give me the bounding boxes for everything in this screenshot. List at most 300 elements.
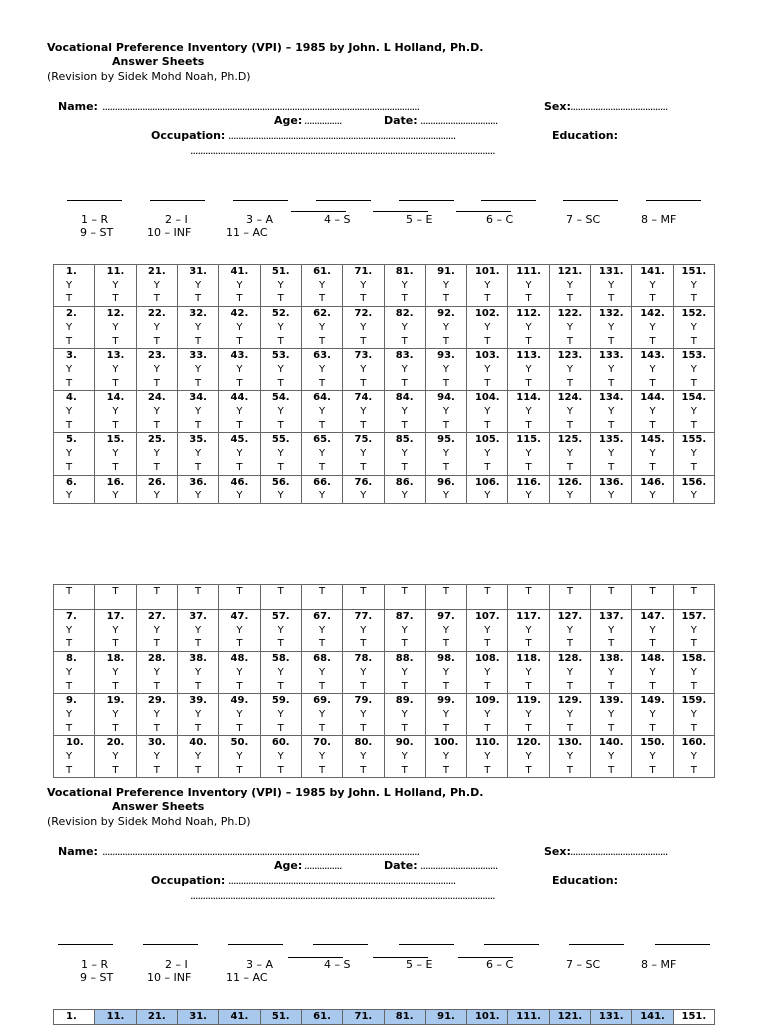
answer-cell[interactable]	[673, 307, 714, 349]
answer-cell[interactable]	[549, 652, 590, 694]
true-option[interactable]: T	[649, 680, 656, 692]
name-field[interactable]: ...............................................................................................................................	[102, 845, 420, 858]
answer-cell[interactable]	[549, 265, 590, 307]
true-option[interactable]: T	[649, 722, 656, 734]
true-option[interactable]: T	[236, 293, 243, 305]
yes-option[interactable]: Y	[153, 279, 160, 291]
answer-cell[interactable]	[343, 391, 384, 433]
answer-cell[interactable]	[632, 694, 673, 736]
true-option[interactable]: T	[484, 638, 491, 650]
answer-cell[interactable]	[384, 475, 425, 503]
answer-cell[interactable]	[219, 349, 260, 391]
yes-option[interactable]: Y	[566, 751, 573, 763]
true-option[interactable]: T	[277, 722, 284, 734]
date-field[interactable]: ...............................	[420, 114, 498, 127]
answer-cell[interactable]	[591, 307, 632, 349]
yes-option[interactable]: Y	[608, 321, 615, 333]
true-option[interactable]: T	[690, 586, 697, 597]
yes-option[interactable]: Y	[360, 751, 367, 763]
true-option[interactable]: T	[442, 586, 450, 597]
true-option[interactable]: T	[112, 764, 119, 776]
true-option[interactable]: T	[608, 638, 615, 650]
true-option[interactable]: T	[195, 335, 202, 347]
true-option[interactable]: T	[608, 377, 615, 389]
occupation-field[interactable]: ...........................................................................................	[228, 874, 456, 887]
answer-cell[interactable]	[384, 1010, 425, 1025]
answer-cell[interactable]	[343, 475, 384, 503]
answer-cell[interactable]	[54, 349, 95, 391]
true-option[interactable]: T	[608, 680, 615, 692]
yes-option[interactable]: Y	[318, 624, 326, 636]
true-option[interactable]: T	[649, 638, 656, 650]
yes-option[interactable]: Y	[484, 448, 491, 460]
true-option[interactable]: T	[277, 638, 284, 650]
true-option[interactable]: T	[360, 586, 367, 597]
yes-option[interactable]: Y	[525, 490, 532, 502]
true-option[interactable]: T	[401, 722, 408, 734]
answer-cell[interactable]	[508, 265, 549, 307]
yes-option[interactable]: Y	[649, 363, 656, 375]
true-option[interactable]: T	[360, 638, 367, 650]
answer-cell[interactable]	[260, 1010, 301, 1025]
answer-cell[interactable]	[467, 1010, 508, 1025]
true-option[interactable]: T	[525, 461, 532, 473]
yes-option[interactable]: Y	[484, 406, 491, 418]
answer-cell[interactable]	[384, 694, 425, 736]
answer-cell[interactable]	[54, 652, 95, 694]
true-option[interactable]: T	[608, 722, 615, 734]
true-option[interactable]: T	[649, 335, 656, 347]
true-option[interactable]: T	[401, 335, 408, 347]
true-option[interactable]: T	[277, 335, 284, 347]
true-option[interactable]: T	[360, 722, 367, 734]
true-option[interactable]: T	[66, 680, 73, 692]
true-option[interactable]: T	[318, 461, 326, 473]
true-option[interactable]: T	[236, 722, 243, 734]
true-option[interactable]: T	[318, 586, 326, 597]
answer-cell[interactable]	[425, 652, 466, 694]
yes-option[interactable]: Y	[277, 708, 284, 720]
yes-option[interactable]: Y	[236, 624, 243, 636]
answer-cell[interactable]	[673, 652, 714, 694]
true-option[interactable]: T	[66, 638, 73, 650]
age-field[interactable]: ...............	[304, 859, 342, 872]
yes-option[interactable]: Y	[236, 321, 243, 333]
true-option[interactable]: T	[442, 335, 450, 347]
yes-option[interactable]: Y	[318, 751, 326, 763]
answer-cell[interactable]	[467, 391, 508, 433]
true-option[interactable]: T	[484, 419, 491, 431]
answer-cell[interactable]	[425, 1010, 466, 1025]
true-option[interactable]: T	[112, 293, 119, 305]
true-option[interactable]: T	[442, 377, 450, 389]
answer-cell[interactable]	[260, 652, 301, 694]
true-option[interactable]: T	[401, 293, 408, 305]
yes-option[interactable]: Y	[401, 666, 408, 678]
true-option[interactable]: T	[525, 586, 532, 597]
answer-cell[interactable]	[95, 475, 136, 503]
answer-cell[interactable]	[260, 736, 301, 778]
answer-cell[interactable]	[136, 475, 177, 503]
yes-option[interactable]: Y	[608, 624, 615, 636]
yes-option[interactable]: Y	[318, 708, 326, 720]
yes-option[interactable]: Y	[649, 666, 656, 678]
answer-cell[interactable]	[508, 736, 549, 778]
answer-cell[interactable]	[177, 265, 218, 307]
yes-option[interactable]: Y	[66, 363, 73, 375]
answer-cell[interactable]	[219, 585, 260, 610]
answer-cell[interactable]	[343, 349, 384, 391]
answer-cell[interactable]	[673, 433, 714, 475]
answer-cell[interactable]	[632, 652, 673, 694]
true-option[interactable]: T	[112, 377, 119, 389]
answer-cell[interactable]	[260, 349, 301, 391]
answer-cell[interactable]	[467, 265, 508, 307]
answer-cell[interactable]	[177, 736, 218, 778]
answer-cell[interactable]	[343, 736, 384, 778]
answer-cell[interactable]	[219, 433, 260, 475]
answer-cell[interactable]	[260, 307, 301, 349]
true-option[interactable]: T	[690, 638, 697, 650]
answer-cell[interactable]	[219, 307, 260, 349]
yes-option[interactable]: Y	[153, 448, 160, 460]
answer-cell[interactable]	[260, 610, 301, 652]
yes-option[interactable]: Y	[112, 666, 119, 678]
yes-option[interactable]: Y	[566, 321, 573, 333]
true-option[interactable]: T	[195, 293, 202, 305]
true-option[interactable]: T	[195, 680, 202, 692]
answer-cell[interactable]	[508, 652, 549, 694]
answer-cell[interactable]	[301, 585, 342, 610]
answer-cell[interactable]	[177, 433, 218, 475]
answer-cell[interactable]	[343, 307, 384, 349]
yes-option[interactable]: Y	[484, 666, 491, 678]
yes-option[interactable]: Y	[566, 406, 573, 418]
answer-cell[interactable]	[136, 610, 177, 652]
true-option[interactable]: T	[525, 722, 532, 734]
yes-option[interactable]: Y	[66, 448, 73, 460]
sex-field[interactable]: .......................................	[570, 100, 668, 113]
answer-cell[interactable]	[591, 349, 632, 391]
yes-option[interactable]: Y	[112, 321, 119, 333]
answer-cell[interactable]	[467, 694, 508, 736]
yes-option[interactable]: Y	[649, 448, 656, 460]
answer-cell[interactable]	[425, 694, 466, 736]
answer-cell[interactable]	[54, 1010, 95, 1025]
yes-option[interactable]: Y	[442, 490, 450, 502]
yes-option[interactable]: Y	[236, 448, 243, 460]
answer-cell[interactable]	[219, 391, 260, 433]
true-option[interactable]: T	[649, 377, 656, 389]
answer-cell[interactable]	[508, 349, 549, 391]
yes-option[interactable]: Y	[277, 666, 284, 678]
true-option[interactable]: T	[690, 461, 697, 473]
true-option[interactable]: T	[484, 680, 491, 692]
true-option[interactable]: T	[195, 419, 202, 431]
yes-option[interactable]: Y	[566, 363, 573, 375]
yes-option[interactable]: Y	[525, 321, 532, 333]
yes-option[interactable]: Y	[401, 406, 408, 418]
answer-cell[interactable]	[549, 307, 590, 349]
yes-option[interactable]: Y	[153, 751, 160, 763]
answer-cell[interactable]	[301, 652, 342, 694]
answer-cell[interactable]	[260, 694, 301, 736]
true-option[interactable]: T	[318, 377, 326, 389]
true-option[interactable]: T	[442, 293, 450, 305]
true-option[interactable]: T	[690, 680, 697, 692]
yes-option[interactable]: Y	[525, 751, 532, 763]
yes-option[interactable]: Y	[442, 279, 450, 291]
yes-option[interactable]: Y	[649, 279, 656, 291]
answer-cell[interactable]	[591, 433, 632, 475]
answer-cell[interactable]	[549, 610, 590, 652]
true-option[interactable]: T	[484, 764, 491, 776]
answer-cell[interactable]	[95, 694, 136, 736]
yes-option[interactable]: Y	[690, 363, 697, 375]
answer-cell[interactable]	[508, 1010, 549, 1025]
yes-option[interactable]: Y	[153, 624, 160, 636]
yes-option[interactable]: Y	[442, 448, 450, 460]
answer-cell[interactable]	[467, 349, 508, 391]
answer-cell[interactable]	[301, 391, 342, 433]
answer-cell[interactable]	[54, 736, 95, 778]
answer-cell[interactable]	[384, 585, 425, 610]
true-option[interactable]: T	[112, 638, 119, 650]
answer-cell[interactable]	[467, 652, 508, 694]
answer-cell[interactable]	[219, 610, 260, 652]
yes-option[interactable]: Y	[566, 279, 573, 291]
answer-cell[interactable]	[343, 1010, 384, 1025]
yes-option[interactable]: Y	[690, 406, 697, 418]
true-option[interactable]: T	[318, 335, 326, 347]
answer-cell[interactable]	[219, 265, 260, 307]
yes-option[interactable]: Y	[401, 624, 408, 636]
answer-cell[interactable]	[591, 694, 632, 736]
yes-option[interactable]: Y	[360, 708, 367, 720]
true-option[interactable]: T	[649, 293, 656, 305]
yes-option[interactable]: Y	[236, 490, 243, 502]
true-option[interactable]: T	[649, 586, 656, 597]
yes-option[interactable]: Y	[566, 490, 573, 502]
answer-cell[interactable]	[549, 736, 590, 778]
answer-cell[interactable]	[549, 694, 590, 736]
yes-option[interactable]: Y	[112, 624, 119, 636]
true-option[interactable]: T	[690, 419, 697, 431]
yes-option[interactable]: Y	[484, 363, 491, 375]
true-option[interactable]: T	[277, 764, 284, 776]
answer-cell[interactable]	[632, 1010, 673, 1025]
true-option[interactable]: T	[360, 335, 367, 347]
true-option[interactable]: T	[608, 764, 615, 776]
true-option[interactable]: T	[566, 293, 573, 305]
yes-option[interactable]: Y	[690, 624, 697, 636]
yes-option[interactable]: Y	[690, 448, 697, 460]
true-option[interactable]: T	[112, 419, 119, 431]
true-option[interactable]: T	[442, 722, 450, 734]
yes-option[interactable]: Y	[690, 279, 697, 291]
answer-cell[interactable]	[384, 349, 425, 391]
true-option[interactable]: T	[566, 722, 573, 734]
answer-cell[interactable]	[508, 307, 549, 349]
answer-cell[interactable]	[136, 736, 177, 778]
answer-cell[interactable]	[467, 307, 508, 349]
education-field[interactable]: ..........................................................................................................................	[190, 144, 495, 157]
answer-cell[interactable]	[54, 585, 95, 610]
answer-cell[interactable]	[301, 433, 342, 475]
yes-option[interactable]: Y	[401, 708, 408, 720]
yes-option[interactable]: Y	[195, 279, 202, 291]
yes-option[interactable]: Y	[442, 321, 450, 333]
answer-cell[interactable]	[136, 391, 177, 433]
yes-option[interactable]: Y	[277, 624, 284, 636]
true-option[interactable]: T	[277, 586, 284, 597]
answer-cell[interactable]	[508, 391, 549, 433]
true-option[interactable]: T	[153, 722, 160, 734]
answer-cell[interactable]	[384, 736, 425, 778]
yes-option[interactable]: Y	[525, 363, 532, 375]
true-option[interactable]: T	[236, 764, 243, 776]
true-option[interactable]: T	[525, 638, 532, 650]
answer-cell[interactable]	[95, 265, 136, 307]
answer-cell[interactable]	[591, 265, 632, 307]
answer-cell[interactable]	[95, 585, 136, 610]
yes-option[interactable]: Y	[442, 708, 450, 720]
true-option[interactable]: T	[566, 764, 573, 776]
true-option[interactable]: T	[153, 461, 160, 473]
answer-cell[interactable]	[177, 307, 218, 349]
true-option[interactable]: T	[525, 764, 532, 776]
true-option[interactable]: T	[318, 722, 326, 734]
occupation-field[interactable]: ...........................................................................................	[228, 129, 456, 142]
true-option[interactable]: T	[277, 377, 284, 389]
answer-cell[interactable]	[425, 433, 466, 475]
yes-option[interactable]: Y	[401, 448, 408, 460]
true-option[interactable]: T	[401, 586, 408, 597]
yes-option[interactable]: Y	[484, 751, 491, 763]
yes-option[interactable]: Y	[442, 406, 450, 418]
true-option[interactable]: T	[525, 419, 532, 431]
true-option[interactable]: T	[401, 638, 408, 650]
yes-option[interactable]: Y	[66, 279, 73, 291]
true-option[interactable]: T	[112, 461, 119, 473]
true-option[interactable]: T	[566, 419, 573, 431]
true-option[interactable]: T	[236, 377, 243, 389]
answer-cell[interactable]	[95, 349, 136, 391]
yes-option[interactable]: Y	[608, 406, 615, 418]
answer-cell[interactable]	[136, 585, 177, 610]
answer-cell[interactable]	[177, 652, 218, 694]
date-field[interactable]: ...............................	[420, 859, 498, 872]
answer-cell[interactable]	[54, 307, 95, 349]
answer-cell[interactable]	[673, 391, 714, 433]
answer-cell[interactable]	[54, 694, 95, 736]
true-option[interactable]: T	[525, 335, 532, 347]
true-option[interactable]: T	[66, 764, 73, 776]
yes-option[interactable]: Y	[112, 406, 119, 418]
yes-option[interactable]: Y	[66, 624, 73, 636]
answer-cell[interactable]	[508, 433, 549, 475]
yes-option[interactable]: Y	[277, 751, 284, 763]
answer-cell[interactable]	[591, 652, 632, 694]
answer-cell[interactable]	[54, 475, 95, 503]
answer-cell[interactable]	[673, 1010, 714, 1025]
true-option[interactable]: T	[360, 377, 367, 389]
answer-cell[interactable]	[384, 433, 425, 475]
yes-option[interactable]: Y	[66, 406, 73, 418]
answer-cell[interactable]	[301, 1010, 342, 1025]
true-option[interactable]: T	[566, 461, 573, 473]
answer-cell[interactable]	[549, 433, 590, 475]
yes-option[interactable]: Y	[608, 751, 615, 763]
yes-option[interactable]: Y	[484, 490, 491, 502]
answer-cell[interactable]	[260, 585, 301, 610]
answer-cell[interactable]	[177, 349, 218, 391]
answer-cell[interactable]	[549, 391, 590, 433]
answer-cell[interactable]	[301, 610, 342, 652]
yes-option[interactable]: Y	[236, 751, 243, 763]
true-option[interactable]: T	[401, 680, 408, 692]
yes-option[interactable]: Y	[318, 666, 326, 678]
answer-cell[interactable]	[384, 391, 425, 433]
answer-cell[interactable]	[425, 585, 466, 610]
true-option[interactable]: T	[195, 377, 202, 389]
true-option[interactable]: T	[153, 335, 160, 347]
answer-cell[interactable]	[219, 694, 260, 736]
true-option[interactable]: T	[195, 461, 202, 473]
yes-option[interactable]: Y	[236, 363, 243, 375]
yes-option[interactable]: Y	[649, 406, 656, 418]
true-option[interactable]: T	[608, 293, 615, 305]
yes-option[interactable]: Y	[360, 279, 367, 291]
true-option[interactable]: T	[318, 764, 326, 776]
answer-cell[interactable]	[343, 585, 384, 610]
answer-cell[interactable]	[136, 1010, 177, 1025]
yes-option[interactable]: Y	[195, 448, 202, 460]
yes-option[interactable]: Y	[608, 490, 615, 502]
true-option[interactable]: T	[153, 680, 160, 692]
yes-option[interactable]: Y	[277, 321, 284, 333]
answer-cell[interactable]	[632, 475, 673, 503]
answer-cell[interactable]	[54, 265, 95, 307]
true-option[interactable]: T	[318, 680, 326, 692]
yes-option[interactable]: Y	[442, 624, 450, 636]
sex-field[interactable]: .......................................	[570, 845, 668, 858]
true-option[interactable]: T	[484, 293, 491, 305]
yes-option[interactable]: Y	[66, 708, 73, 720]
true-option[interactable]: T	[236, 335, 243, 347]
true-option[interactable]: T	[195, 764, 202, 776]
true-option[interactable]: T	[484, 586, 491, 597]
yes-option[interactable]: Y	[484, 708, 491, 720]
yes-option[interactable]: Y	[153, 363, 160, 375]
answer-cell[interactable]	[467, 736, 508, 778]
true-option[interactable]: T	[608, 335, 615, 347]
answer-cell[interactable]	[467, 475, 508, 503]
yes-option[interactable]: Y	[484, 279, 491, 291]
yes-option[interactable]: Y	[277, 363, 284, 375]
yes-option[interactable]: Y	[112, 751, 119, 763]
yes-option[interactable]: Y	[442, 363, 450, 375]
true-option[interactable]: T	[608, 461, 615, 473]
true-option[interactable]: T	[66, 419, 73, 431]
answer-cell[interactable]	[343, 265, 384, 307]
answer-cell[interactable]	[95, 652, 136, 694]
answer-cell[interactable]	[95, 307, 136, 349]
yes-option[interactable]: Y	[690, 321, 697, 333]
yes-option[interactable]: Y	[318, 490, 326, 502]
yes-option[interactable]: Y	[153, 406, 160, 418]
answer-cell[interactable]	[384, 610, 425, 652]
